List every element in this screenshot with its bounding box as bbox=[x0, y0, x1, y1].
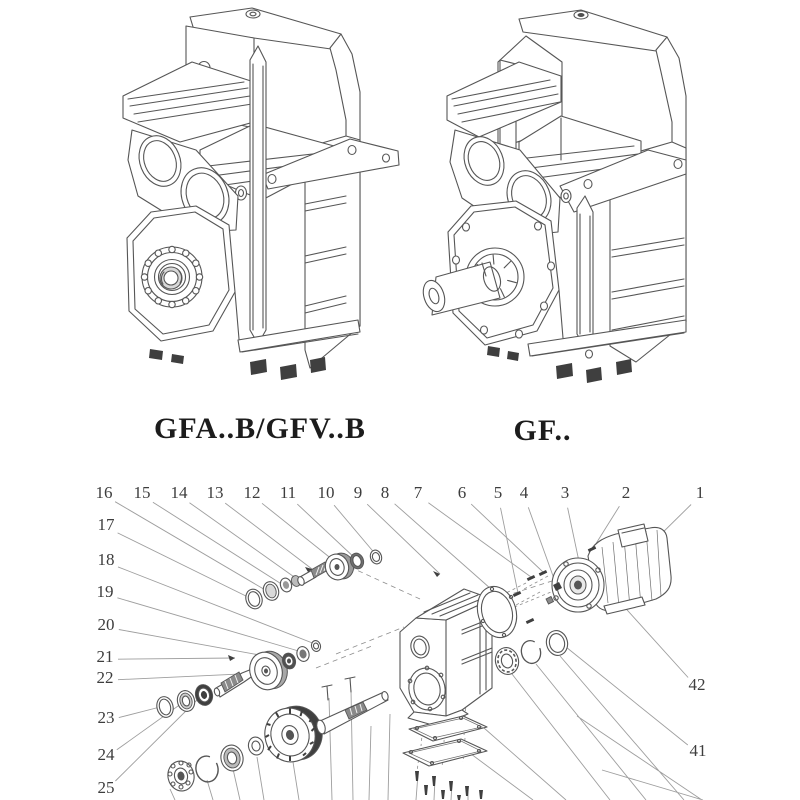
callout-number-25: 25 bbox=[97, 778, 115, 797]
callout-number-13: 13 bbox=[206, 483, 224, 502]
leader-line-21 bbox=[118, 658, 235, 659]
callout-number-3: 3 bbox=[560, 483, 570, 502]
callout-number-12: 12 bbox=[243, 483, 261, 502]
input-pinion-parts bbox=[243, 549, 383, 611]
callout-number-19: 19 bbox=[96, 582, 114, 601]
gearbox-drawing-gf bbox=[420, 10, 686, 383]
callout-number-21: 21 bbox=[96, 647, 114, 666]
callout-number-23: 23 bbox=[97, 708, 115, 727]
callout-number-42: 42 bbox=[688, 675, 706, 694]
gasket-bolts bbox=[415, 771, 483, 800]
callout-number-41: 41 bbox=[689, 741, 707, 760]
callout-number-20: 20 bbox=[97, 615, 115, 634]
leader-line-11 bbox=[297, 504, 357, 560]
leader-line-42 bbox=[619, 601, 688, 678]
exploded-view bbox=[96, 483, 707, 800]
leader-line-4 bbox=[528, 507, 557, 587]
callout-number-18: 18 bbox=[97, 550, 115, 569]
callout-number-24: 24 bbox=[97, 745, 115, 764]
callout-number-6: 6 bbox=[457, 483, 467, 502]
gearbox-drawing-gfab bbox=[123, 8, 399, 380]
leader-line-16 bbox=[115, 502, 267, 591]
leader-line-7 bbox=[428, 503, 531, 577]
callout-number-16: 16 bbox=[95, 483, 113, 502]
callout-number-2: 2 bbox=[621, 483, 631, 502]
callout-number-15: 15 bbox=[133, 483, 151, 502]
callout-number-11: 11 bbox=[279, 483, 297, 502]
leader-line-14 bbox=[190, 503, 298, 579]
leader-line-12 bbox=[262, 503, 338, 564]
leader-line-15 bbox=[153, 502, 283, 585]
callout-number-9: 9 bbox=[353, 483, 363, 502]
callout-number-17: 17 bbox=[97, 515, 115, 534]
electric-motor bbox=[552, 524, 671, 614]
callout-number-1: 1 bbox=[695, 483, 705, 502]
leader-line-24 bbox=[117, 701, 185, 750]
callout-number-8: 8 bbox=[380, 483, 390, 502]
caption-gfab: GFA..B/GFV..B bbox=[154, 412, 366, 445]
callout-number-4: 4 bbox=[519, 483, 529, 502]
leader-line-41 bbox=[566, 647, 688, 745]
leader-line-6 bbox=[471, 504, 543, 572]
caption-gf: GF.. bbox=[513, 414, 572, 447]
callout-number-22: 22 bbox=[96, 668, 114, 687]
leader-line-8 bbox=[395, 504, 491, 589]
callout-number-10: 10 bbox=[317, 483, 335, 502]
leader-line-10 bbox=[334, 505, 377, 556]
cover-gaskets-and-bolts bbox=[403, 716, 487, 800]
callout-number-5: 5 bbox=[493, 483, 503, 502]
callout-number-14: 14 bbox=[170, 483, 188, 502]
leader-line-5 bbox=[501, 508, 519, 593]
callout-number-7: 7 bbox=[413, 483, 423, 502]
leader-line-19 bbox=[117, 598, 302, 652]
